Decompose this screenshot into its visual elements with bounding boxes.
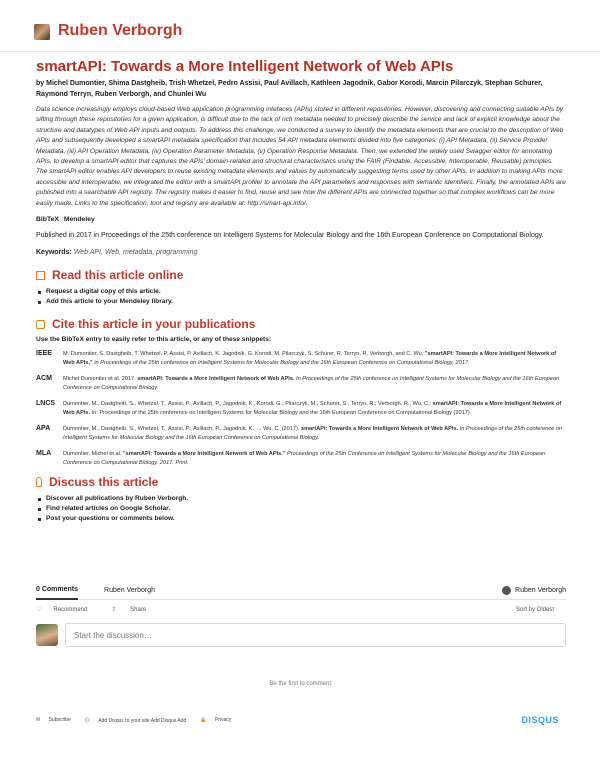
tab-comments[interactable]: 0 Comments	[36, 586, 78, 600]
privacy-link[interactable]	[200, 717, 238, 723]
recommend-label: Recommend	[53, 607, 88, 613]
bibtex-link[interactable]: BibTeX	[36, 216, 59, 224]
heart-icon: ♡	[36, 607, 42, 613]
citation-style: LNCS	[36, 400, 56, 408]
tab-site[interactable]: Ruben Verborgh	[104, 586, 155, 594]
abstract: Data science increasingly employs cloud-based Web application programming intefaces (APIs) stored in different repositories. However, discovering and connecting suitable APIs by sifting through these repositories for a given application, is difficult due to the lack of rich metadata needed to precisely describe the service and lack of explicit knowledge about the structure and datatypes of Web API inputs and outputs. To address this challenge, we conducted a survey to identify the metadata elements that are crucial to the description of Web APIs and subsequently developed a smartAPI metadata specification that includes 54 API metadata elements divided into five categories: (i) API Metadata, (ii) Service Provider Metadata, (iii) API Operation Metadata, (iv) Operation Parameter Metadata, (v) Operation Response Metadata. Then, we extended the widely used Swagger editor for annotating APIs, to develop a smartAPI editor that captures the APIs' domain-related and structural characteristics using the FAIR (Findable, Accessible, Interoperable, Reusable) principles. The smartAPI editor enables API developers to reuse existing metadata elements and values by automatically suggesting terms used by other APIs. In addition to making APIs more accessible and interoperable, we integrated the editor with a smartAPI profiler to annotate the API parameters and responses with semantic identifiers. Finally, the annotated APIs are published into a searchable API registry. The registry makes it easier to find, reuse and see how the different APIs are connected together so that complex workflows can be more easily made. Links to the specification, tool and registry are available at: http://smart-api.info/.	[36, 106, 566, 207]
mendeley-add-link[interactable]: Add this article to your Mendeley library.	[36, 297, 566, 307]
citation-style: MLA	[36, 450, 52, 458]
share-icon: ⇪	[111, 607, 119, 613]
discuss-heading	[36, 475, 566, 489]
mail-icon: ✉	[36, 717, 42, 723]
user-icon	[502, 586, 511, 595]
read-heading-label: Read this article online	[52, 268, 184, 283]
keywords-label: Keywords:	[36, 249, 72, 257]
reference-links	[36, 216, 566, 223]
keywords	[36, 249, 566, 256]
comment-input[interactable]: Start the discussion…	[65, 623, 566, 647]
citation-title: smartAPI: Towards a More Intelligent Network of Web APIs.	[63, 401, 562, 417]
disqus-logo[interactable]: DISQUS	[521, 715, 559, 725]
citation-venue: In Proceedings of the 25th conference on Intelligent Systems for Molecular Biology and the 16th European Conference on Computational Biology.	[63, 426, 562, 442]
share-button[interactable]	[111, 606, 158, 613]
citation-text	[63, 350, 566, 368]
site-name[interactable]: Ruben Verborgh	[58, 22, 183, 39]
recommend-button[interactable]	[36, 606, 99, 613]
comment-prompt: Post your questions or comments below.	[36, 514, 566, 524]
site-avatar[interactable]	[34, 24, 50, 40]
citation-title: "smartAPI: Towards a More Intelligent Network of Web APIs,"	[63, 351, 557, 367]
citation-authors: Dumontier, M., Dastgheib, S., Whetzel, T., Assisi, P., Avillach, P., Jagodnik, K., Korodi, G., Pilarczyk, M., Schurer, S., Terryn, R., Verborgh, R., Wu, C.:	[63, 401, 433, 408]
add-disqus-label: Add Disqus to your site Add Disqus Add	[98, 717, 187, 724]
discuss-list	[36, 494, 566, 524]
book-icon	[36, 271, 45, 280]
discuss-heading-label: Discuss this article	[49, 475, 159, 490]
citation-text	[63, 375, 566, 393]
quote-icon	[36, 320, 45, 329]
citation-authors: Dumontier, M., Dastgheib, S., Whetzel, T., Assisi, P., Avillach, P., Jagodnik, K., ... Wu, C. (2017).	[63, 426, 301, 433]
citation-authors: M. Dumontier, S. Dastgheib, T. Whetzel, P. Assisi, P. Avillach, K. Jagodnik, G. Korodi, M. Pilarczyk, S. Schurer, R. Terryn, R. Verborgh, and C. Wu,	[63, 351, 425, 358]
author-list: by Michel Dumontier, Shima Dastgheib, Trish Whetzel, Pedro Assisi, Paul Avillach, Kathleen Jagodnik, Gabor Korodi, Marcin Pilarczyk, Stephan Schurer, Raymond Terryn, Ruben Verborgh, and Chunlei Wu	[36, 80, 543, 98]
comment-composer	[36, 623, 566, 647]
publications-link[interactable]: Discover all publications by Ruben Verborgh.	[36, 494, 566, 504]
mendeley-link[interactable]: Mendeley	[63, 216, 95, 224]
comments-actions	[36, 606, 566, 613]
subscribe-label: Subscribe	[48, 717, 71, 723]
sort-dropdown[interactable]: Sort by Oldest	[515, 606, 554, 613]
citation-title: smartAPI: Towards a More Intelligent Network of Web APIs.	[137, 376, 295, 383]
comments-tabs	[36, 586, 566, 600]
citation-text	[63, 425, 566, 443]
citation-text	[63, 450, 566, 468]
article	[36, 58, 566, 534]
citation-title: "smartAPI: Towards a More Intelligent Network of Web APIs."	[123, 451, 286, 458]
citation-title: smartAPI: Towards a More Intelligent Network of Web APIs.	[300, 426, 459, 433]
site-header	[0, 0, 600, 52]
page-title: smartAPI: Towards a More Intelligent Network of Web APIs	[36, 58, 454, 75]
empty-comments-message: Be the first to comment.	[269, 681, 333, 687]
microphone-icon	[36, 477, 42, 487]
citation-ieee	[36, 350, 566, 368]
citation-mla	[36, 450, 566, 468]
comments-widget	[36, 586, 566, 725]
request-copy-link[interactable]: Request a digital copy of this article.	[36, 287, 566, 297]
cite-heading	[36, 317, 566, 331]
citation-venue: In Proceedings of the 25th conference on Intelligent Systems for Molecular Biology and the 16th European Conference on Computational Biology.	[63, 376, 560, 392]
publication-info: Published in 2017 in Proceedings of the 25th conference on Intelligent Systems for Molecular Biology and the 16th European Conference on Computational Biology.	[36, 232, 544, 240]
user-menu[interactable]	[502, 586, 566, 600]
citation-venue: In: Proceedings of the 25th conference on Intelligent Systems for Molecular Biology and the 16th European Conference on Computational Biology (2017).	[90, 410, 472, 417]
scholar-link[interactable]: Find related articles on Google Scholar.	[36, 504, 566, 514]
citation-style: IEEE	[36, 350, 52, 358]
citation-text	[63, 400, 566, 418]
citation-authors: Dumontier, Michel et al.	[63, 451, 124, 458]
citation-authors: Michel Dumontier et al. 2017.	[63, 376, 138, 383]
lock-icon: 🔒	[200, 717, 208, 723]
citation-venue: Proceedings of the 25th Conference on Intelligent Systems for Molecular Biology and the 16th European Conference on Computational Biology. 2017. Print.	[63, 451, 546, 467]
citation-style: APA	[36, 425, 51, 433]
user-name: Ruben Verborgh	[515, 586, 566, 594]
citation-apa	[36, 425, 566, 443]
cite-heading-label: Cite this article in your publications	[52, 317, 256, 332]
add-disqus-link[interactable]	[85, 717, 194, 724]
share-label: Share	[130, 607, 147, 613]
avatar	[36, 624, 58, 646]
comments-footer	[36, 715, 566, 725]
citation-venue: in Proceedings of the 25th conference on Intelligent Systems for Molecular Biology and the 16th European Conference on Computational Biology, 2017.	[92, 360, 470, 367]
subscribe-link[interactable]	[36, 717, 78, 723]
keywords-list: Web API, Web, metadata, programming	[73, 249, 198, 257]
disqus-d-icon: Ⓓ	[84, 717, 92, 724]
cite-intro: Use the BibTeX entry to easily refer to this article, or any of these snippets:	[36, 336, 272, 344]
citation-lncs	[36, 400, 566, 418]
citation-acm	[36, 375, 566, 393]
read-heading	[36, 268, 566, 282]
citation-style: ACM	[36, 375, 52, 383]
privacy-label: Privacy	[214, 717, 232, 723]
read-list	[36, 287, 566, 307]
